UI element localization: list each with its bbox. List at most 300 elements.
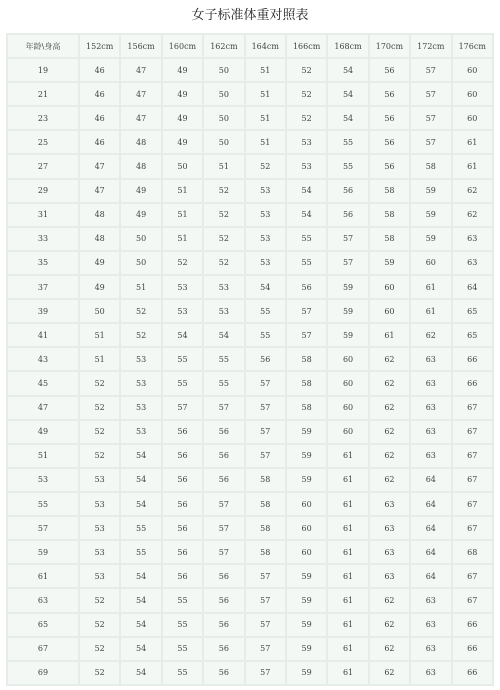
table-row bbox=[8, 614, 492, 636]
weight-cell: 59 bbox=[287, 662, 326, 684]
weight-cell: 63 bbox=[411, 348, 450, 370]
weight-cell: 51 bbox=[163, 204, 202, 226]
weight-cell: 51 bbox=[246, 59, 285, 81]
weight-cell: 51 bbox=[163, 180, 202, 202]
weight-cell: 62 bbox=[370, 421, 409, 443]
height-header: 176cm bbox=[453, 35, 492, 57]
weight-cell: 54 bbox=[328, 83, 367, 105]
weight-cell: 56 bbox=[370, 59, 409, 81]
table-row bbox=[8, 300, 492, 322]
weight-cell: 62 bbox=[370, 638, 409, 660]
height-header: 152cm bbox=[80, 35, 119, 57]
weight-cell: 51 bbox=[121, 276, 160, 298]
age-cell: 21 bbox=[8, 83, 78, 105]
weight-cell: 52 bbox=[287, 59, 326, 81]
weight-cell: 61 bbox=[328, 638, 367, 660]
weight-cell: 54 bbox=[246, 276, 285, 298]
weight-cell: 59 bbox=[328, 300, 367, 322]
weight-cell: 53 bbox=[80, 469, 119, 491]
weight-cell: 53 bbox=[246, 180, 285, 202]
height-header: 162cm bbox=[204, 35, 243, 57]
weight-cell: 50 bbox=[204, 107, 243, 129]
weight-cell: 64 bbox=[453, 276, 492, 298]
weight-cell: 50 bbox=[204, 131, 243, 153]
weight-cell: 64 bbox=[411, 493, 450, 515]
table-row bbox=[8, 469, 492, 491]
height-header: 172cm bbox=[411, 35, 450, 57]
weight-cell: 49 bbox=[121, 204, 160, 226]
weight-cell: 51 bbox=[204, 155, 243, 177]
weight-cell: 65 bbox=[453, 300, 492, 322]
weight-cell: 57 bbox=[328, 228, 367, 250]
weight-cell: 58 bbox=[370, 180, 409, 202]
table-row bbox=[8, 541, 492, 563]
weight-cell: 54 bbox=[121, 445, 160, 467]
page-title: 女子标准体重对照表 bbox=[191, 8, 309, 23]
weight-cell: 67 bbox=[453, 493, 492, 515]
table-row bbox=[8, 131, 492, 153]
height-header: 164cm bbox=[246, 35, 285, 57]
weight-cell: 58 bbox=[246, 541, 285, 563]
weight-cell: 64 bbox=[411, 517, 450, 539]
weight-cell: 46 bbox=[80, 131, 119, 153]
weight-cell: 54 bbox=[287, 180, 326, 202]
age-cell: 35 bbox=[8, 252, 78, 274]
weight-cell: 55 bbox=[204, 372, 243, 394]
weight-cell: 54 bbox=[121, 662, 160, 684]
weight-cell: 57 bbox=[246, 638, 285, 660]
weight-cell: 61 bbox=[328, 517, 367, 539]
weight-cell: 50 bbox=[163, 155, 202, 177]
weight-cell: 55 bbox=[328, 155, 367, 177]
table-row bbox=[8, 372, 492, 394]
weight-cell: 53 bbox=[121, 372, 160, 394]
weight-cell: 47 bbox=[80, 155, 119, 177]
weight-cell: 59 bbox=[411, 180, 450, 202]
weight-cell: 46 bbox=[80, 107, 119, 129]
weight-cell: 62 bbox=[370, 445, 409, 467]
weight-cell: 61 bbox=[328, 541, 367, 563]
weight-cell: 50 bbox=[204, 83, 243, 105]
weight-cell: 66 bbox=[453, 372, 492, 394]
age-cell: 51 bbox=[8, 445, 78, 467]
weight-cell: 63 bbox=[411, 614, 450, 636]
age-cell: 61 bbox=[8, 565, 78, 587]
height-header: 168cm bbox=[328, 35, 367, 57]
age-cell: 55 bbox=[8, 493, 78, 515]
weight-cell: 53 bbox=[163, 300, 202, 322]
weight-cell: 55 bbox=[287, 252, 326, 274]
weight-cell: 49 bbox=[163, 107, 202, 129]
table-row bbox=[8, 565, 492, 587]
table-row bbox=[8, 252, 492, 274]
weight-cell: 62 bbox=[370, 348, 409, 370]
weight-cell: 53 bbox=[246, 204, 285, 226]
weight-cell: 51 bbox=[80, 348, 119, 370]
weight-cell: 64 bbox=[411, 541, 450, 563]
table-row bbox=[8, 276, 492, 298]
weight-cell: 52 bbox=[204, 228, 243, 250]
weight-cell: 62 bbox=[453, 180, 492, 202]
weight-cell: 56 bbox=[204, 565, 243, 587]
weight-cell: 62 bbox=[453, 204, 492, 226]
weight-cell: 67 bbox=[453, 565, 492, 587]
weight-cell: 56 bbox=[204, 445, 243, 467]
weight-cell: 54 bbox=[121, 614, 160, 636]
age-cell: 65 bbox=[8, 614, 78, 636]
weight-cell: 54 bbox=[163, 324, 202, 346]
weight-cell: 63 bbox=[370, 541, 409, 563]
weight-cell: 59 bbox=[328, 276, 367, 298]
weight-cell: 51 bbox=[80, 324, 119, 346]
weight-cell: 63 bbox=[453, 228, 492, 250]
table-body bbox=[8, 59, 492, 684]
weight-cell: 50 bbox=[80, 300, 119, 322]
weight-cell: 64 bbox=[411, 469, 450, 491]
weight-cell: 56 bbox=[328, 204, 367, 226]
age-cell: 33 bbox=[8, 228, 78, 250]
weight-cell: 63 bbox=[370, 565, 409, 587]
weight-cell: 52 bbox=[287, 83, 326, 105]
weight-cell: 58 bbox=[411, 155, 450, 177]
weight-cell: 57 bbox=[204, 493, 243, 515]
weight-cell: 52 bbox=[246, 155, 285, 177]
weight-cell: 55 bbox=[163, 348, 202, 370]
weight-cell: 62 bbox=[370, 662, 409, 684]
age-cell: 23 bbox=[8, 107, 78, 129]
weight-cell: 52 bbox=[80, 421, 119, 443]
weight-cell: 53 bbox=[287, 131, 326, 153]
weight-cell: 68 bbox=[453, 541, 492, 563]
weight-cell: 47 bbox=[121, 83, 160, 105]
weight-cell: 46 bbox=[80, 59, 119, 81]
weight-cell: 61 bbox=[328, 469, 367, 491]
weight-cell: 53 bbox=[121, 348, 160, 370]
weight-cell: 57 bbox=[246, 445, 285, 467]
weight-cell: 56 bbox=[204, 421, 243, 443]
weight-cell: 51 bbox=[246, 107, 285, 129]
weight-cell: 57 bbox=[246, 565, 285, 587]
height-header: 170cm bbox=[370, 35, 409, 57]
weight-cell: 60 bbox=[287, 493, 326, 515]
weight-cell: 56 bbox=[246, 348, 285, 370]
weight-cell: 56 bbox=[163, 421, 202, 443]
weight-cell: 59 bbox=[287, 614, 326, 636]
weight-cell: 56 bbox=[370, 155, 409, 177]
weight-cell: 58 bbox=[287, 372, 326, 394]
weight-cell: 61 bbox=[411, 276, 450, 298]
table-row bbox=[8, 638, 492, 660]
weight-cell: 56 bbox=[370, 131, 409, 153]
weight-cell: 56 bbox=[204, 662, 243, 684]
weight-cell: 54 bbox=[328, 107, 367, 129]
weight-cell: 66 bbox=[453, 662, 492, 684]
weight-cell: 48 bbox=[80, 204, 119, 226]
weight-cell: 53 bbox=[204, 300, 243, 322]
weight-cell: 59 bbox=[411, 228, 450, 250]
age-cell: 69 bbox=[8, 662, 78, 684]
table-row bbox=[8, 445, 492, 467]
weight-cell: 57 bbox=[411, 59, 450, 81]
weight-cell: 59 bbox=[370, 252, 409, 274]
weight-cell: 60 bbox=[328, 421, 367, 443]
weight-cell: 58 bbox=[246, 517, 285, 539]
weight-cell: 57 bbox=[163, 397, 202, 419]
weight-cell: 52 bbox=[80, 372, 119, 394]
weight-cell: 62 bbox=[370, 372, 409, 394]
weight-cell: 67 bbox=[453, 589, 492, 611]
weight-cell: 57 bbox=[411, 107, 450, 129]
weight-cell: 53 bbox=[80, 565, 119, 587]
weight-cell: 62 bbox=[411, 324, 450, 346]
weight-cell: 58 bbox=[287, 348, 326, 370]
table-row bbox=[8, 228, 492, 250]
weight-cell: 61 bbox=[328, 589, 367, 611]
weight-cell: 60 bbox=[453, 59, 492, 81]
weight-cell: 54 bbox=[328, 59, 367, 81]
weight-cell: 60 bbox=[370, 300, 409, 322]
weight-cell: 56 bbox=[163, 469, 202, 491]
weight-cell: 58 bbox=[287, 397, 326, 419]
weight-cell: 55 bbox=[163, 372, 202, 394]
age-cell: 39 bbox=[8, 300, 78, 322]
weight-cell: 49 bbox=[163, 59, 202, 81]
table-row bbox=[8, 348, 492, 370]
weight-cell: 52 bbox=[204, 252, 243, 274]
weight-cell: 63 bbox=[411, 589, 450, 611]
weight-cell: 52 bbox=[121, 300, 160, 322]
weight-cell: 57 bbox=[246, 397, 285, 419]
weight-cell: 56 bbox=[370, 107, 409, 129]
table-row bbox=[8, 107, 492, 129]
weight-cell: 59 bbox=[328, 324, 367, 346]
weight-cell: 59 bbox=[287, 445, 326, 467]
weight-cell: 55 bbox=[246, 300, 285, 322]
weight-cell: 67 bbox=[453, 445, 492, 467]
weight-cell: 60 bbox=[287, 541, 326, 563]
height-header: 156cm bbox=[121, 35, 160, 57]
weight-cell: 52 bbox=[80, 662, 119, 684]
weight-cell: 53 bbox=[246, 252, 285, 274]
age-cell: 53 bbox=[8, 469, 78, 491]
weight-cell: 58 bbox=[370, 204, 409, 226]
weight-cell: 50 bbox=[121, 228, 160, 250]
weight-cell: 56 bbox=[163, 445, 202, 467]
weight-cell: 63 bbox=[453, 252, 492, 274]
weight-cell: 59 bbox=[287, 589, 326, 611]
weight-cell: 63 bbox=[370, 493, 409, 515]
weight-cell: 52 bbox=[204, 180, 243, 202]
weight-cell: 62 bbox=[370, 589, 409, 611]
weight-cell: 56 bbox=[163, 541, 202, 563]
weight-cell: 59 bbox=[411, 204, 450, 226]
weight-cell: 49 bbox=[80, 252, 119, 274]
table-row bbox=[8, 324, 492, 346]
weight-cell: 53 bbox=[246, 228, 285, 250]
weight-cell: 54 bbox=[287, 204, 326, 226]
weight-cell: 61 bbox=[328, 493, 367, 515]
weight-cell: 57 bbox=[328, 252, 367, 274]
weight-cell: 55 bbox=[287, 228, 326, 250]
height-header: 160cm bbox=[163, 35, 202, 57]
weight-cell: 59 bbox=[287, 565, 326, 587]
weight-cell: 55 bbox=[121, 517, 160, 539]
weight-cell: 49 bbox=[121, 180, 160, 202]
weight-cell: 61 bbox=[453, 155, 492, 177]
weight-cell: 55 bbox=[163, 662, 202, 684]
weight-cell: 66 bbox=[453, 638, 492, 660]
weight-cell: 56 bbox=[163, 565, 202, 587]
weight-cell: 47 bbox=[121, 59, 160, 81]
weight-cell: 63 bbox=[411, 421, 450, 443]
weight-cell: 56 bbox=[204, 638, 243, 660]
weight-cell: 54 bbox=[121, 638, 160, 660]
weight-cell: 52 bbox=[80, 589, 119, 611]
weight-cell: 53 bbox=[80, 493, 119, 515]
weight-cell: 53 bbox=[121, 397, 160, 419]
corner-header: 年龄\身高 bbox=[8, 35, 78, 57]
table-row bbox=[8, 421, 492, 443]
weight-cell: 52 bbox=[163, 252, 202, 274]
weight-cell: 53 bbox=[80, 541, 119, 563]
table-row bbox=[8, 59, 492, 81]
weight-cell: 60 bbox=[287, 517, 326, 539]
table-row bbox=[8, 180, 492, 202]
weight-cell: 57 bbox=[246, 589, 285, 611]
weight-cell: 57 bbox=[411, 83, 450, 105]
weight-cell: 63 bbox=[411, 397, 450, 419]
weight-cell: 61 bbox=[453, 131, 492, 153]
weight-cell: 55 bbox=[163, 589, 202, 611]
age-cell: 63 bbox=[8, 589, 78, 611]
weight-cell: 55 bbox=[246, 324, 285, 346]
weight-cell: 54 bbox=[204, 324, 243, 346]
weight-cell: 55 bbox=[163, 638, 202, 660]
weight-cell: 52 bbox=[80, 445, 119, 467]
age-cell: 45 bbox=[8, 372, 78, 394]
age-cell: 19 bbox=[8, 59, 78, 81]
weight-cell: 61 bbox=[328, 662, 367, 684]
weight-cell: 48 bbox=[121, 131, 160, 153]
age-cell: 27 bbox=[8, 155, 78, 177]
table-row bbox=[8, 155, 492, 177]
weight-cell: 54 bbox=[121, 493, 160, 515]
weight-cell: 54 bbox=[121, 589, 160, 611]
weight-cell: 53 bbox=[287, 155, 326, 177]
weight-cell: 67 bbox=[453, 469, 492, 491]
weight-cell: 57 bbox=[287, 300, 326, 322]
weight-cell: 56 bbox=[163, 493, 202, 515]
weight-cell: 57 bbox=[411, 131, 450, 153]
age-cell: 47 bbox=[8, 397, 78, 419]
age-cell: 67 bbox=[8, 638, 78, 660]
weight-cell: 55 bbox=[328, 131, 367, 153]
table-row bbox=[8, 662, 492, 684]
weight-cell: 65 bbox=[453, 324, 492, 346]
age-cell: 49 bbox=[8, 421, 78, 443]
weight-cell: 60 bbox=[453, 107, 492, 129]
weight-cell: 57 bbox=[246, 662, 285, 684]
weight-cell: 49 bbox=[80, 276, 119, 298]
weight-cell: 52 bbox=[204, 204, 243, 226]
weight-cell: 60 bbox=[328, 348, 367, 370]
table-row bbox=[8, 397, 492, 419]
weight-cell: 52 bbox=[121, 324, 160, 346]
header-row bbox=[8, 35, 492, 57]
weight-cell: 57 bbox=[204, 541, 243, 563]
weight-cell: 56 bbox=[287, 276, 326, 298]
weight-cell: 62 bbox=[370, 469, 409, 491]
weight-cell: 63 bbox=[411, 662, 450, 684]
weight-cell: 52 bbox=[80, 397, 119, 419]
age-cell: 59 bbox=[8, 541, 78, 563]
weight-cell: 67 bbox=[453, 421, 492, 443]
age-cell: 41 bbox=[8, 324, 78, 346]
table-row bbox=[8, 589, 492, 611]
weight-cell: 54 bbox=[121, 469, 160, 491]
weight-cell: 56 bbox=[204, 614, 243, 636]
weight-cell: 55 bbox=[204, 348, 243, 370]
weight-cell: 50 bbox=[204, 59, 243, 81]
weight-cell: 61 bbox=[411, 300, 450, 322]
weight-cell: 51 bbox=[246, 83, 285, 105]
weight-cell: 57 bbox=[287, 324, 326, 346]
weight-cell: 47 bbox=[121, 107, 160, 129]
weight-cell: 53 bbox=[80, 517, 119, 539]
weight-cell: 54 bbox=[121, 565, 160, 587]
weight-cell: 56 bbox=[370, 83, 409, 105]
weight-cell: 52 bbox=[287, 107, 326, 129]
weight-cell: 58 bbox=[370, 228, 409, 250]
weight-cell: 60 bbox=[411, 252, 450, 274]
weight-cell: 59 bbox=[287, 421, 326, 443]
weight-cell: 57 bbox=[246, 421, 285, 443]
weight-cell: 57 bbox=[246, 614, 285, 636]
weight-cell: 66 bbox=[453, 348, 492, 370]
weight-cell: 55 bbox=[163, 614, 202, 636]
weight-cell: 57 bbox=[204, 517, 243, 539]
weight-cell: 51 bbox=[246, 131, 285, 153]
weight-cell: 60 bbox=[328, 397, 367, 419]
weight-cell: 55 bbox=[121, 541, 160, 563]
table-row bbox=[8, 517, 492, 539]
weight-cell: 59 bbox=[287, 638, 326, 660]
table-row bbox=[8, 83, 492, 105]
weight-cell: 60 bbox=[328, 372, 367, 394]
weight-cell: 51 bbox=[163, 228, 202, 250]
age-cell: 31 bbox=[8, 204, 78, 226]
weight-cell: 61 bbox=[328, 614, 367, 636]
weight-cell: 62 bbox=[370, 397, 409, 419]
weight-cell: 63 bbox=[370, 517, 409, 539]
weight-cell: 56 bbox=[328, 180, 367, 202]
weight-cell: 63 bbox=[411, 638, 450, 660]
age-cell: 37 bbox=[8, 276, 78, 298]
weight-cell: 60 bbox=[370, 276, 409, 298]
weight-cell: 56 bbox=[163, 517, 202, 539]
age-cell: 57 bbox=[8, 517, 78, 539]
weight-table bbox=[6, 33, 494, 686]
weight-cell: 63 bbox=[411, 445, 450, 467]
weight-cell: 59 bbox=[287, 469, 326, 491]
weight-cell: 53 bbox=[121, 421, 160, 443]
table-row bbox=[8, 493, 492, 515]
weight-cell: 52 bbox=[80, 614, 119, 636]
weight-cell: 48 bbox=[80, 228, 119, 250]
weight-cell: 61 bbox=[370, 324, 409, 346]
age-cell: 29 bbox=[8, 180, 78, 202]
weight-cell: 56 bbox=[204, 469, 243, 491]
